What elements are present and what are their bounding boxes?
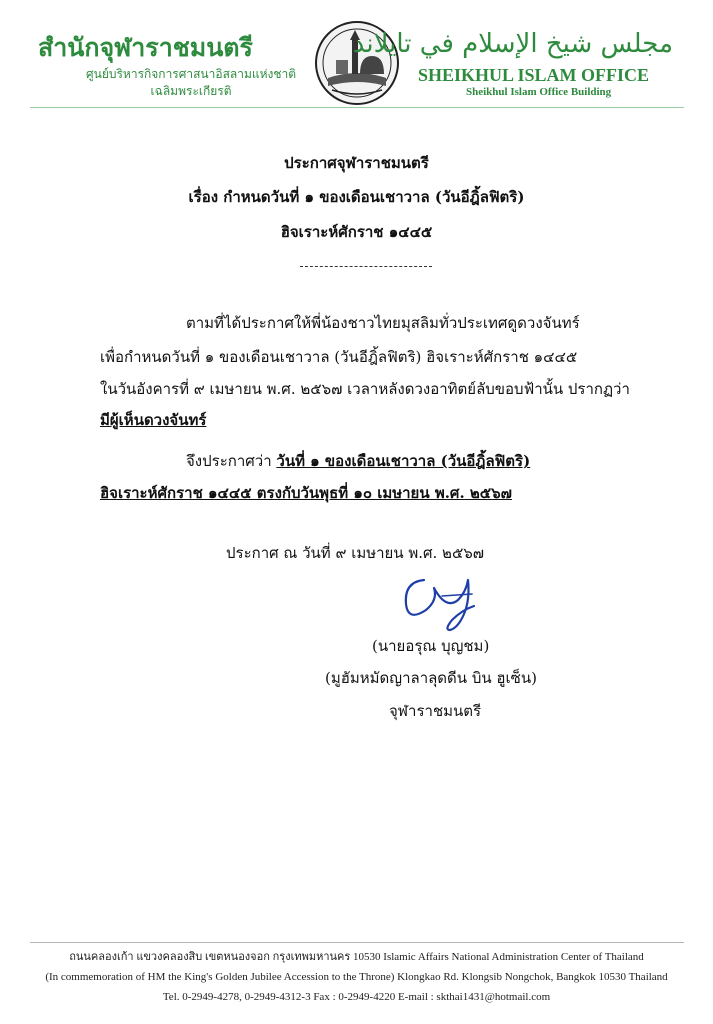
heading-separator	[300, 266, 432, 267]
paragraph2-declaration-date: วันที่ ๑ ของเดือนเชาวาล (วันอีฎิ้ลฟิตริ)	[276, 452, 531, 470]
office-english-title: SHEIKHUL ISLAM OFFICE	[418, 65, 650, 85]
footer-address: ถนนคลองเก้า แขวงคลองสิบ เขตหนองจอก กรุงเทพมหานคร 10530 Islamic Affairs National Administration Center of Thailand	[69, 951, 644, 963]
announcement-heading: ประกาศจุฬาราชมนตรี	[284, 154, 429, 172]
moon-sighting-result: มีผู้เห็นดวงจันทร์	[100, 411, 207, 429]
signer-full-name: (มูฮัมหมัดญาลาลุดดีน บิน ฮูเซ็น)	[325, 669, 537, 687]
office-thai-subtitle-line2: เฉลิมพระเกียรติ	[150, 84, 232, 98]
office-thai-subtitle-line1: ศูนย์บริหารกิจการศาสนาอิสลามแห่งชาติ	[86, 67, 297, 81]
announcement-year: ฮิจเราะห์ศักราช ๑๔๔๕	[280, 223, 433, 241]
paragraph2-lead: จึงประกาศว่า	[186, 452, 277, 470]
announcement-date: ประกาศ ณ วันที่ ๙ เมษายน พ.ศ. ๒๕๖๗	[226, 544, 485, 562]
office-thai-title: สำนักจุฬาราชมนตรี	[38, 33, 253, 62]
office-arabic-title: مجلس شيخ الإسلام في تايلاند	[352, 29, 673, 59]
office-english-subtitle: Sheikhul Islam Office Building	[466, 86, 612, 98]
announcement-subject: เรื่อง กำหนดวันที่ ๑ ของเดือนเชาวาล (วันอีฎิ้ลฟิตริ)	[188, 188, 525, 206]
signer-name: (นายอรุณ บุญชม)	[372, 637, 490, 655]
paragraph2-declaration-year: ฮิจเราะห์ศักราช ๑๔๔๕ ตรงกับวันพุธที่ ๑๐ เมษายน พ.ศ. ๒๕๖๗	[100, 484, 512, 502]
footer-commemoration: (In commemoration of HM the King's Golden Jubilee Accession to the Throne) Klongkao Rd. Klongsib Nongchok, Bangkok 10530 Thailand	[45, 971, 668, 983]
paragraph1-line2: เพื่อกำหนดวันที่ ๑ ของเดือนเชาวาล (วันอีฎิ้ลฟิตริ) ฮิจเราะห์ศักราช ๑๔๔๕	[100, 348, 578, 366]
header-divider	[30, 107, 684, 108]
footer-contact: Tel. 0-2949-4278, 0-2949-4312-3 Fax : 0-2949-4220 E-mail : skthai1431@hotmail.com	[162, 991, 551, 1003]
footer-divider	[30, 942, 684, 943]
paragraph1-line3: ในวันอังคารที่ ๙ เมษายน พ.ศ. ๒๕๖๗ เวลาหลังดวงอาทิตย์ลับขอบฟ้านั้น ปรากฏว่า	[100, 380, 630, 398]
signer-title: จุฬาราชมนตรี	[389, 702, 482, 720]
office-thai-subtitle	[86, 66, 296, 100]
paragraph1-line1: ตามที่ได้ประกาศให้พี่น้องชาวไทยมุสลิมทั่วประเทศดูดวงจันทร์	[186, 314, 580, 332]
paragraph2-line1	[186, 451, 530, 471]
signature-icon	[396, 570, 496, 634]
